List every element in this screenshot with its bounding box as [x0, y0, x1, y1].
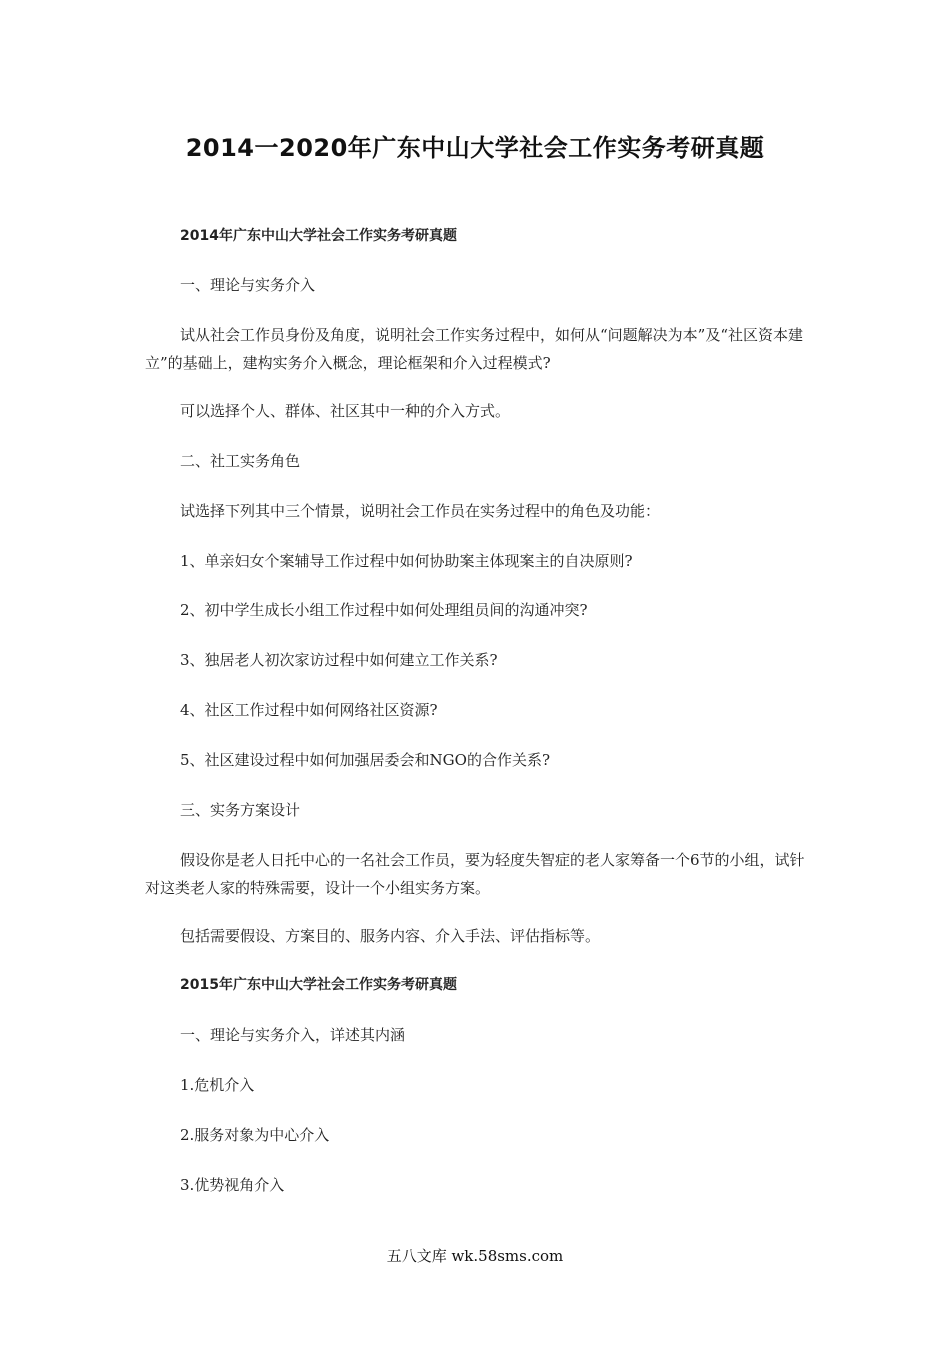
part2-title-2014: 二、社工实务角色 [180, 452, 301, 470]
part3-question-2014: 假设你是老人日托中心的一名社会工作员，要为轻度失智症的老人家筹备一个6节的小组，试针对这类老人家的特殊需要，设计一个小组实务方案。 [145, 851, 805, 897]
part1-title-2015: 一、理论与实务介入，详述其内涵 [180, 1026, 406, 1044]
part3-note-2014: 包括需要假设、方案目的、服务内容、介入手法、评估指标等。 [180, 927, 601, 945]
footer-source: 五八文库 wk.58sms.com [386, 1247, 564, 1265]
part1-question-2014: 试从社会工作员身份及角度，说明社会工作实务过程中，如何从“问题解决为本”及“社区资本建立”的基础上，建构实务介入概念，理论框架和介入过程模式? [145, 326, 804, 372]
list-item: 3.优势视角介入 [180, 1176, 285, 1194]
part1-note-2014: 可以选择个人、群体、社区其中一种的介入方式。 [180, 402, 511, 420]
part1-title-2014: 一、理论与实务介入 [180, 276, 316, 294]
list-item: 1.危机介入 [180, 1076, 255, 1094]
list-item: 3、独居老人初次家访过程中如何建立工作关系? [180, 651, 498, 669]
list-item: 5、社区建设过程中如何加强居委会和NGO的合作关系? [180, 751, 550, 769]
part2-instruction-2014: 试选择下列其中三个情景，说明社会工作员在实务过程中的角色及功能： [180, 502, 661, 520]
list-item: 4、社区工作过程中如何网络社区资源? [180, 701, 438, 719]
list-item: 1、单亲妇女个案辅导工作过程中如何协助案主体现案主的自决原则? [180, 552, 633, 570]
part3-title-2014: 三、实务方案设计 [180, 801, 301, 819]
document-title: 2014一2020年广东中山大学社会工作实务考研真题 [185, 134, 765, 162]
section-2014-heading: 2014年广东中山大学社会工作实务考研真题 [180, 228, 457, 244]
list-item: 2.服务对象为中心介入 [180, 1126, 330, 1144]
section-2015-heading: 2015年广东中山大学社会工作实务考研真题 [180, 977, 457, 993]
list-item: 2、初中学生成长小组工作过程中如何处理组员间的沟通冲突? [180, 601, 588, 619]
